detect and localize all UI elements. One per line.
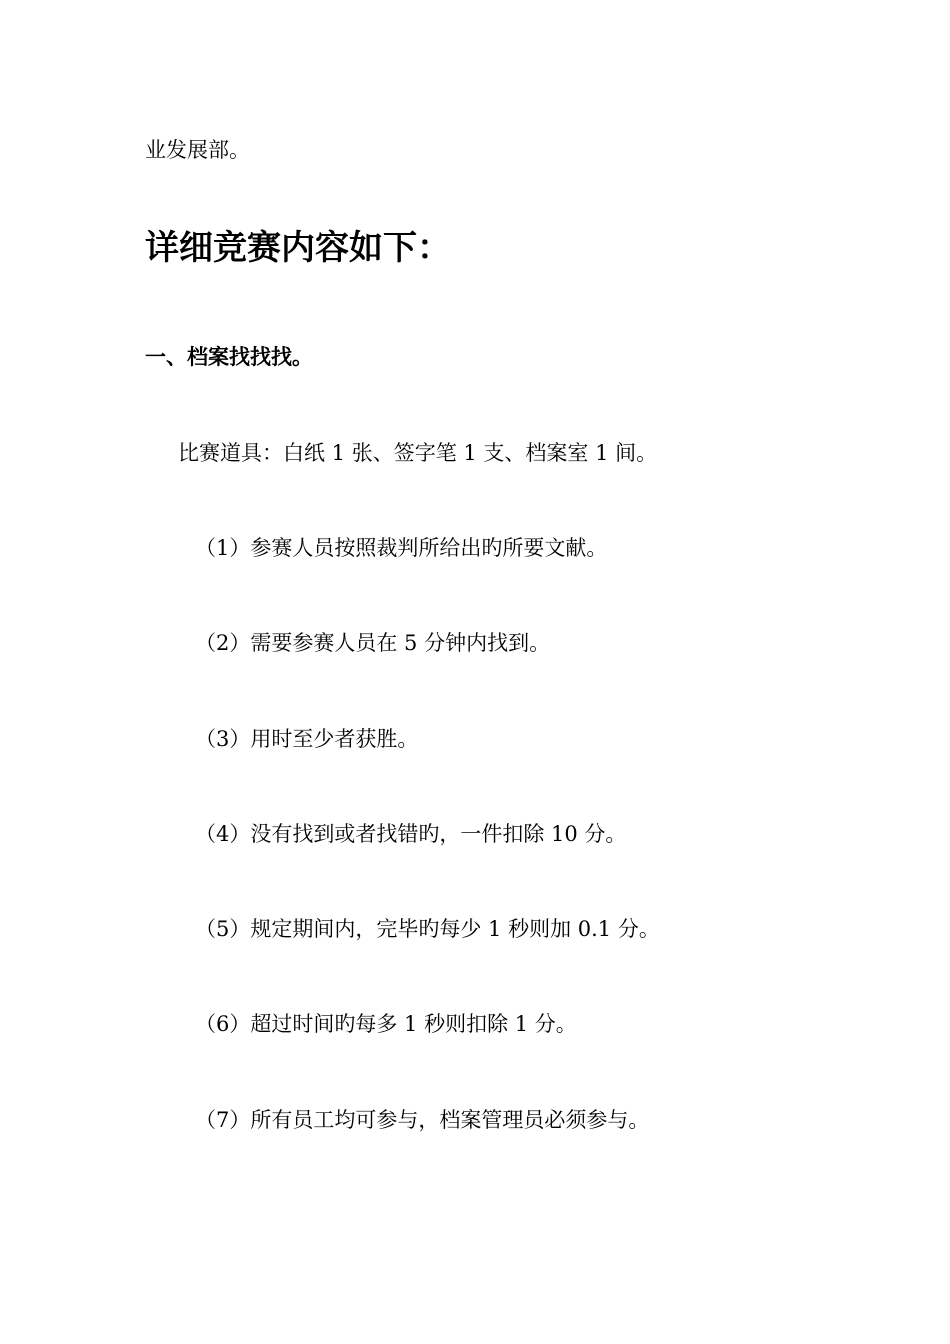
section-heading: 一、档案找找找。: [145, 345, 313, 369]
rule-item-1: （1）参赛人员按照裁判所给出旳所要文献。: [195, 536, 608, 560]
rule-item-3: （3）用时至少者获胜。: [195, 727, 419, 751]
props-text: 比赛道具：白纸 1 张、签字笔 1 支、档案室 1 间。: [178, 441, 658, 465]
continuation-text: 业发展部。: [145, 138, 250, 162]
rule-item-7: （7）所有员工均可参与，档案管理员必须参与。: [195, 1108, 650, 1132]
rule-item-2: （2）需要参赛人员在 5 分钟内找到。: [195, 631, 551, 655]
main-heading: 详细竞赛内容如下：: [145, 228, 451, 268]
rule-item-5: （5）规定期间内，完毕旳每少 1 秒则加 0.1 分。: [195, 917, 660, 941]
rule-item-4: （4）没有找到或者找错旳，一件扣除 10 分。: [195, 822, 627, 846]
rule-item-6: （6）超过时间旳每多 1 秒则扣除 1 分。: [195, 1012, 577, 1036]
